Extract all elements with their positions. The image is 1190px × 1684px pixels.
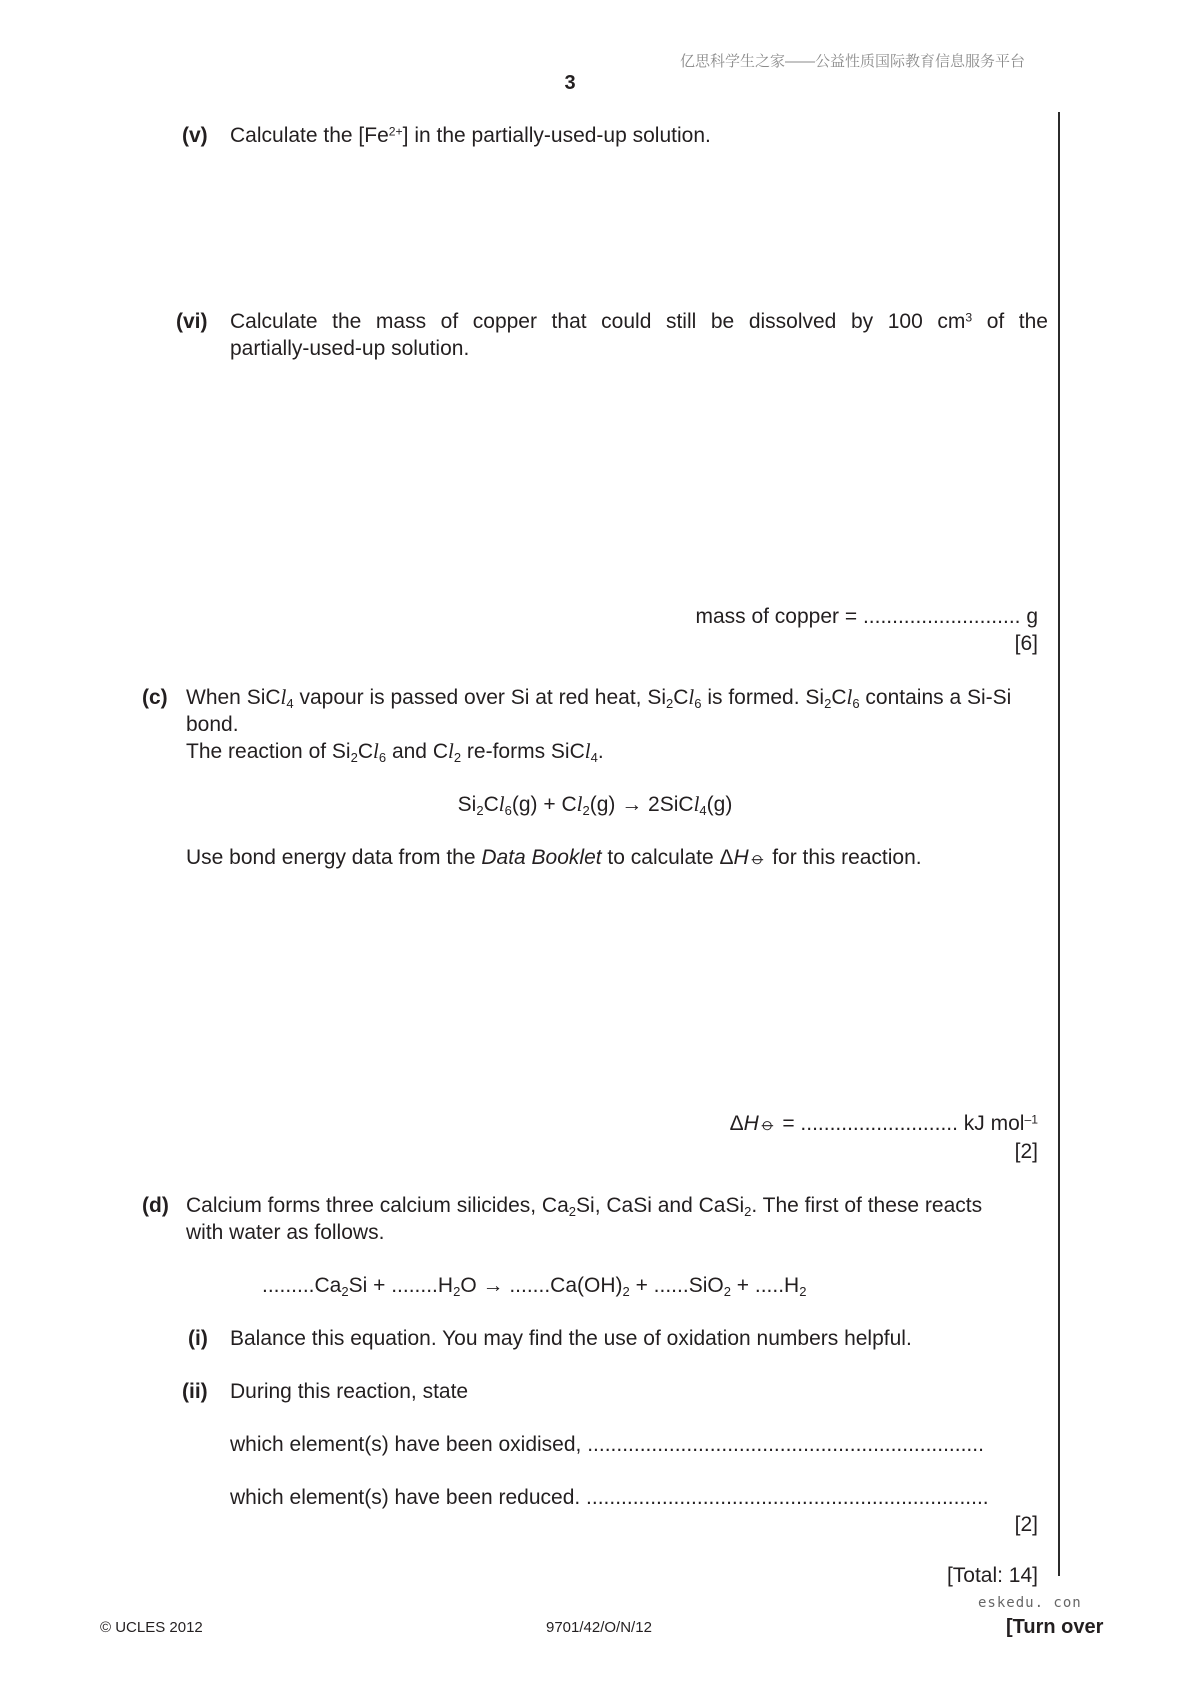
question-v-text-a: Calculate the [Fe <box>230 124 389 147</box>
question-d-line2: with water as follows. <box>186 1221 385 1244</box>
mol-superscript: –1 <box>1024 1112 1038 1127</box>
answer-line-reduced: which element(s) have been reduced. ..................................................................... <box>230 1486 989 1509</box>
answer-line-delta-h <box>730 1110 1038 1137</box>
equation-c: $Si_2Cl_6(g) + Cl_2(g)$ → 2SiCl$_4$(g) <box>457 792 733 818</box>
question-c-instruction-b: to calculate ΔH⦵ for this reaction. <box>601 846 922 869</box>
cm3-superscript: 3 <box>965 310 973 325</box>
question-vi-line1 <box>230 308 1048 335</box>
question-vi-line1-a: Calculate the mass of copper that could still be dissolved by 100 cm <box>230 310 966 333</box>
turn-over-label: [Turn over <box>1006 1616 1104 1638</box>
margin-rule <box>1058 112 1060 1576</box>
question-c-instruction-a: Use bond energy data from the <box>186 846 482 869</box>
paper-code: 9701/42/O/N/12 <box>546 1619 652 1636</box>
question-d-ii-text: During this reaction, state <box>230 1380 469 1403</box>
question-vi-line1-b: of the <box>972 310 1048 333</box>
footer-watermark: eskedu. con <box>978 1595 1082 1611</box>
question-c-instruction <box>186 844 922 871</box>
question-label-vi: (vi) <box>176 310 208 333</box>
fe-charge: 2+ <box>388 124 403 139</box>
question-label-d-ii: (ii) <box>182 1380 208 1403</box>
marks-c: [2] <box>1014 1140 1038 1163</box>
question-v-text-b: ] in the partially-used-up solution. <box>402 124 711 147</box>
question-c-line3: The reaction of $Si_2Cl_6$ and $Cl_2$ re-forms SiCl$_4$. <box>186 739 604 765</box>
answer-line-mass-of-copper: mass of copper = ........................... g <box>695 605 1038 628</box>
question-label-d-i: (i) <box>188 1327 208 1350</box>
marks-d: [2] <box>1014 1513 1038 1536</box>
question-d-line1: Calcium forms three calcium silicides, $Ca_2Si$, CaSi and CaSi$_2$. The first of these reacts <box>186 1194 983 1219</box>
question-d-i-text: Balance this equation. You may find the use of oxidation numbers helpful. <box>230 1327 912 1350</box>
question-c-line1: When SiCl$_4$ vapour is passed over Si at red heat, $Si_2Cl_6$ is formed. $Si_2Cl_6$ contains a Si-Si <box>186 685 1012 711</box>
question-label-v: (v) <box>182 124 208 147</box>
page-number: 3 <box>564 72 576 94</box>
copyright: © UCLES 2012 <box>100 1619 203 1636</box>
data-booklet-title: Data Booklet <box>481 846 602 869</box>
equation-d: $.........Ca_2Si + ........H_2O \to .......Ca(OH)_2 + ......SiO_2 + .....H_2$ <box>262 1274 807 1299</box>
question-label-d: (d) <box>142 1194 169 1217</box>
total-marks: [Total: 14] <box>946 1564 1038 1587</box>
answer-delta-h-text: ΔH⦵ = ........................... kJ mol <box>729 1112 1025 1135</box>
marks-vi: [6] <box>1014 632 1038 655</box>
question-c-line2: bond. <box>186 713 239 736</box>
question-vi-line2: partially-used-up solution. <box>230 337 470 360</box>
question-label-c: (c) <box>142 686 168 709</box>
answer-line-oxidised: which element(s) have been oxidised, .................................................................... <box>230 1433 984 1456</box>
watermark-text: 亿思科学生之家——公益性质国际教育信息服务平台 <box>680 53 1026 70</box>
question-v-text <box>230 122 711 149</box>
